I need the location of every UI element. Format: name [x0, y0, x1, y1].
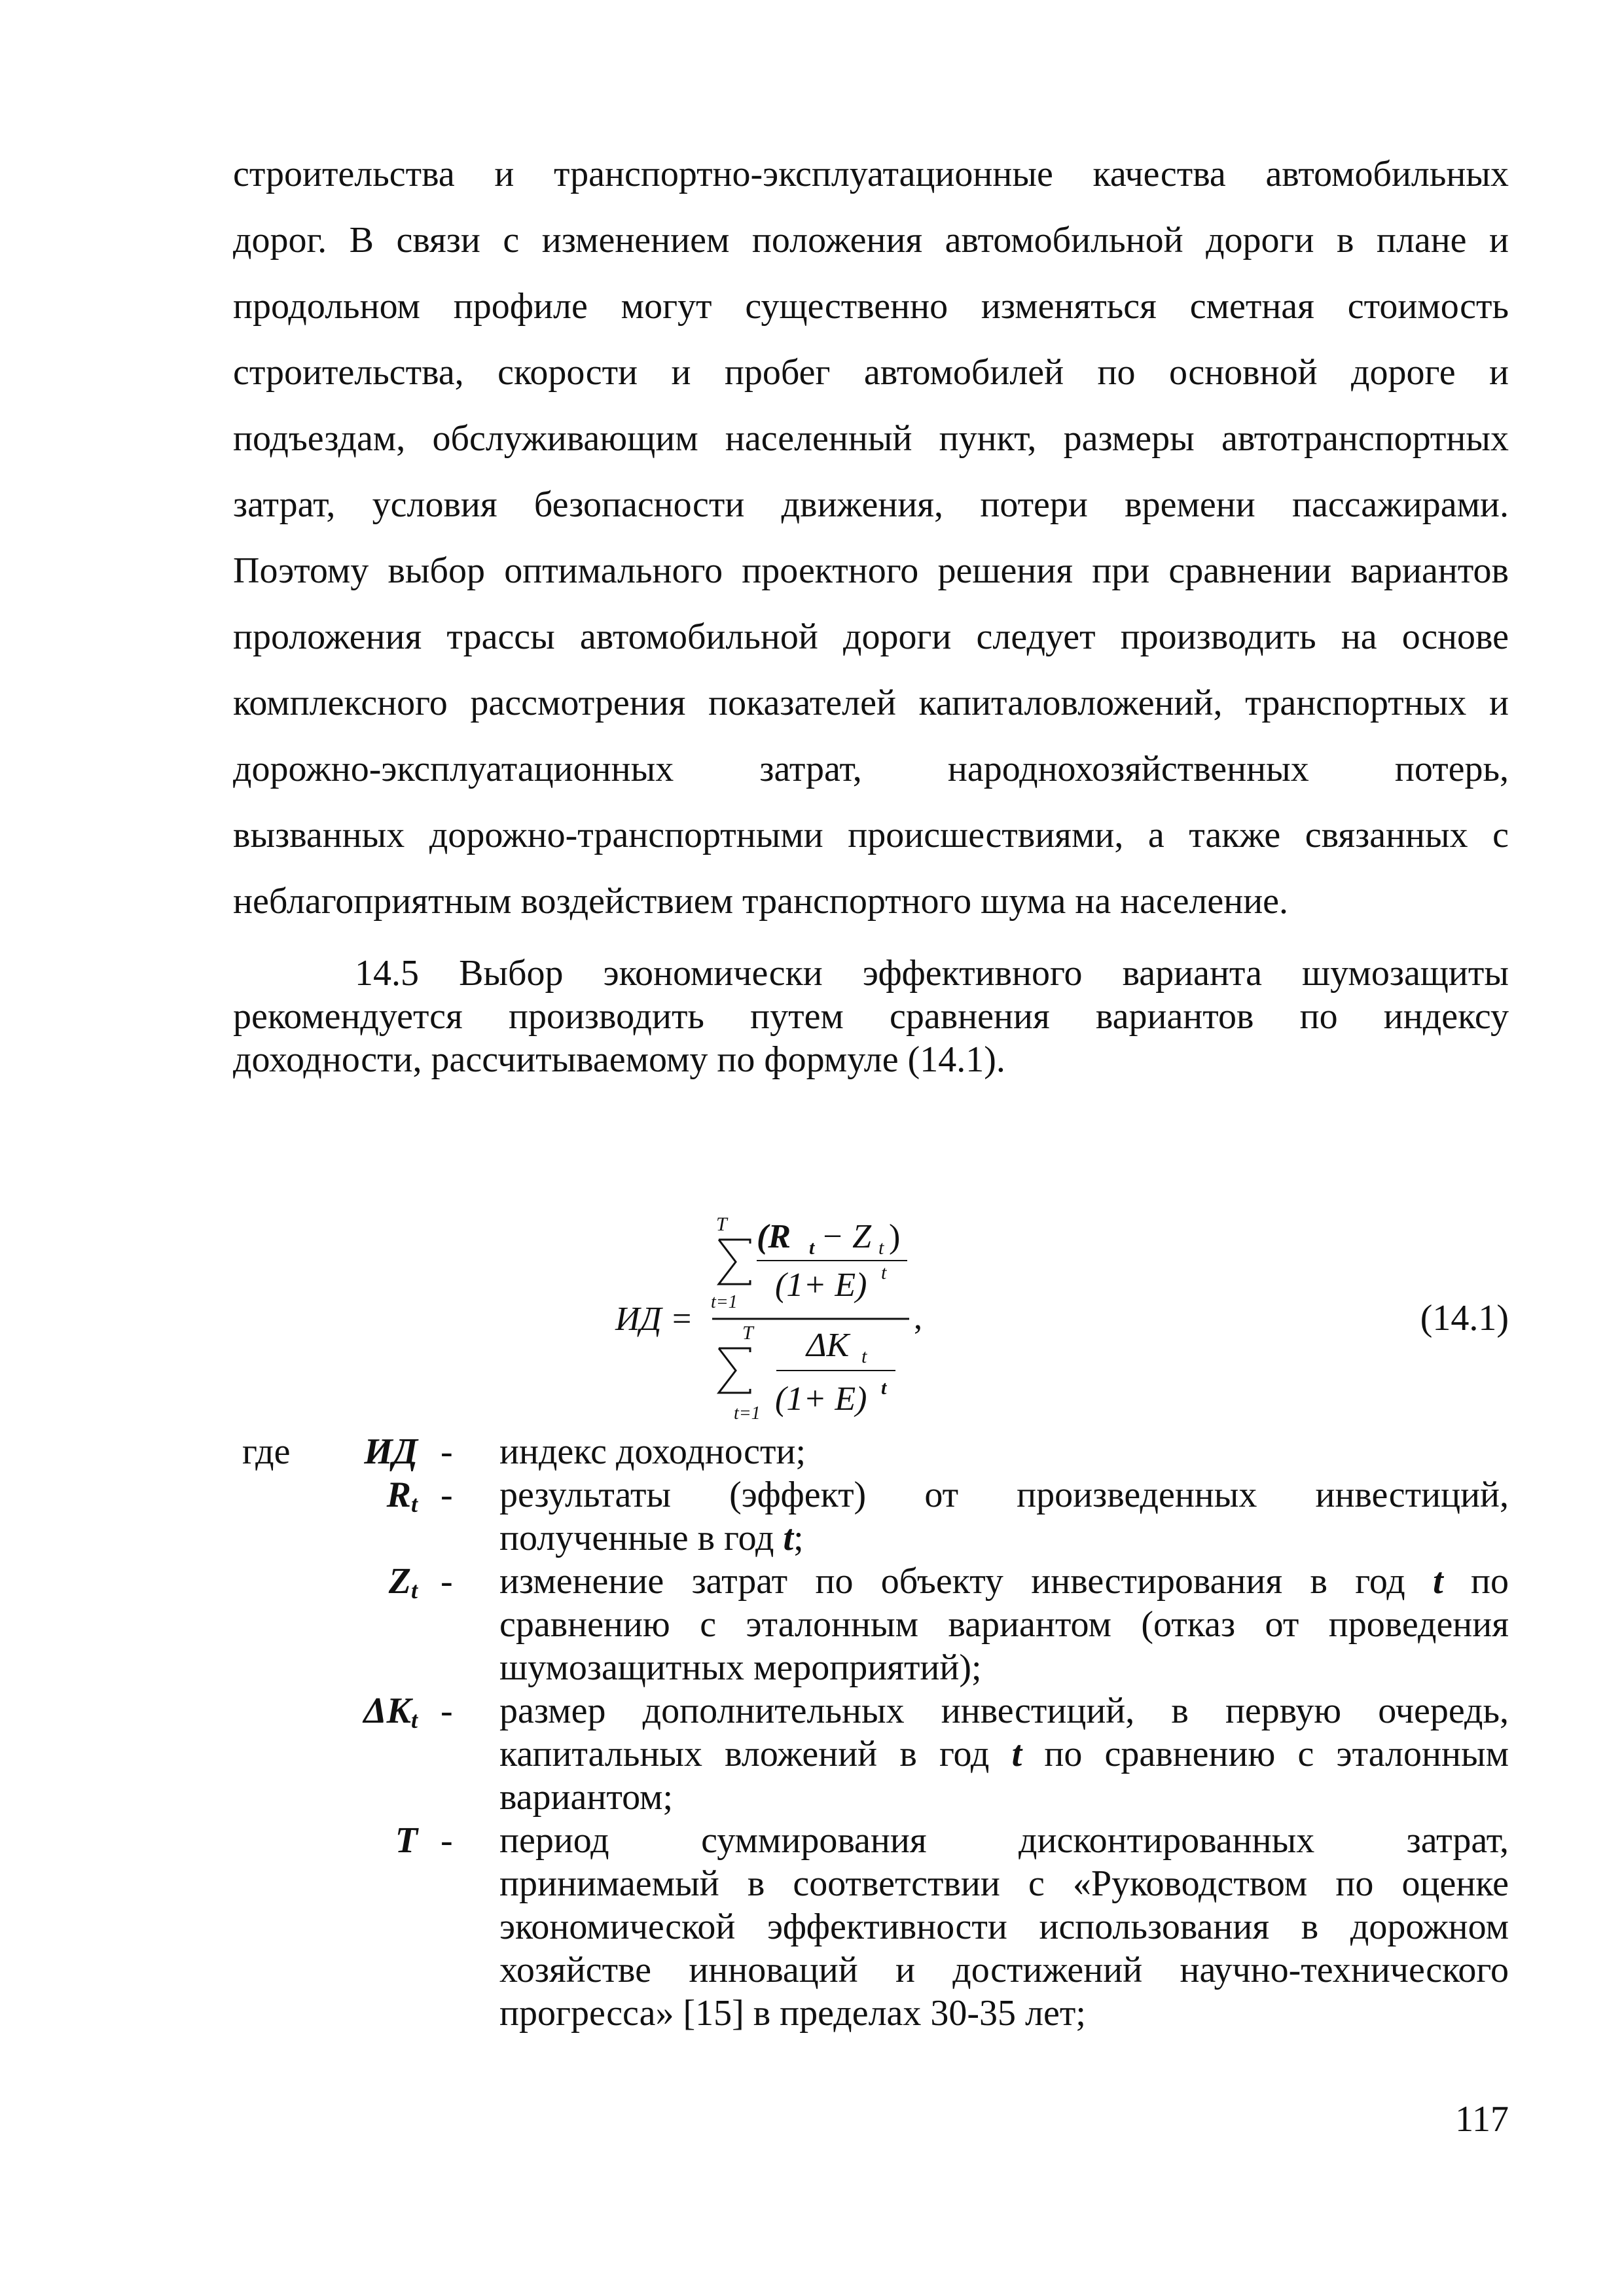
definition-row	[233, 1430, 1509, 1473]
equation-number: (14.1)	[1420, 1298, 1509, 1338]
definition-row	[233, 1819, 1509, 2035]
text-line: 14.5 Выбор экономически эффективного варианта шумозащиты	[355, 953, 1509, 994]
text-line: вызванных дорожно-транспортными происшествиями, а также связанных с	[233, 815, 1509, 855]
text-line: строительства и транспортно-эксплуатационные качества автомобильных	[233, 154, 1509, 194]
text-line: проложения трассы автомобильной дороги следует производить на основе	[233, 617, 1509, 657]
text-line: дорожно-эксплуатационных затрат, народнохозяйственных потерь,	[233, 749, 1509, 789]
definition-text: капитальных вложений в год t по сравнению с эталонным	[499, 1734, 1509, 1774]
text-line: затрат, условия безопасности движения, потери времени пассажирами.	[233, 484, 1509, 525]
definition-dash: -	[441, 1820, 453, 1861]
denominator-k-sub: t	[861, 1346, 867, 1367]
definition-text: сравнению с эталонным вариантом (отказ от проведения	[499, 1604, 1509, 1645]
text-line: неблагоприятным воздействием транспортного шума на население.	[233, 881, 1289, 922]
definition-dash: -	[441, 1475, 453, 1515]
definition-text: изменение затрат по объекту инвестирования в год t по	[499, 1561, 1509, 1602]
definition-symbol: $\Delta K_t$	[363, 1691, 418, 1733]
text-line: Поэтому выбор оптимального проектного решения при сравнении вариантов	[233, 550, 1509, 591]
definition-text: размер дополнительных инвестиций, в первую очередь,	[499, 1691, 1509, 1731]
definition-dash: -	[441, 1691, 453, 1731]
sum-symbol	[719, 1348, 750, 1393]
definition-symbol: $Z_t$	[388, 1561, 418, 1604]
sum-symbol	[719, 1240, 750, 1284]
numerator-r: (R	[757, 1218, 791, 1255]
text-line: дорог. В связи с изменением положения автомобильной дороги в плане и	[233, 220, 1509, 260]
denominator-denominator: (1+ E)	[775, 1380, 867, 1418]
where-word: где	[242, 1431, 291, 1472]
paragraph-2	[233, 952, 1509, 1081]
numerator-denominator: (1+ E)	[775, 1266, 867, 1304]
definition-text: полученные в год t;	[499, 1518, 804, 1558]
numerator-r-sub: t	[809, 1237, 815, 1259]
text-line: рекомендуется производить путем сравнения вариантов по индексу	[233, 996, 1509, 1037]
body-text	[233, 141, 1509, 1081]
definition-dash: -	[441, 1561, 453, 1602]
definition-text: прогресса» [15] в пределах 30-35 лет;	[499, 1993, 1086, 2034]
definition-row	[233, 1473, 1509, 1560]
text-line: строительства, скорости и пробег автомобилей по основной дороге и	[233, 352, 1509, 393]
definition-text: индекс доходности;	[499, 1431, 806, 1472]
numerator-z: − Z	[821, 1218, 872, 1255]
text-line: продольном профиле могут существенно изменяться сметная стоимость	[233, 286, 1509, 327]
formula-comma: ,	[914, 1299, 922, 1336]
paragraph-1	[233, 141, 1509, 935]
text-line: комплексного рассмотрения показателей капиталовложений, транспортных и	[233, 683, 1509, 723]
numerator-exponent: t	[881, 1262, 887, 1283]
definition-symbol: ИД	[364, 1431, 418, 1472]
definition-text: шумозащитных мероприятий);	[499, 1647, 982, 1688]
denominator-delta-k: ΔK	[806, 1327, 850, 1364]
text-line: доходности, рассчитываемому по формуле (14.1).	[233, 1039, 1005, 1080]
definition-text: экономической эффективности использования в дорожном	[499, 1907, 1509, 1947]
sum-lower-limit: t=1	[734, 1403, 761, 1424]
definitions-list	[233, 1430, 1509, 2035]
numerator-z-sub: t	[878, 1237, 884, 1259]
definition-text: результаты (эффект) от произведенных инвестиций,	[499, 1475, 1509, 1515]
numerator-close-paren: )	[889, 1218, 901, 1255]
sum-upper-limit: T	[716, 1213, 727, 1235]
definition-row	[233, 1689, 1509, 1819]
page-number: 117	[1455, 2099, 1509, 2140]
formula-14-1	[233, 1211, 1509, 1427]
sum-lower-limit: t=1	[711, 1292, 738, 1312]
definition-text: хозяйстве инноваций и достижений научно-технического	[499, 1950, 1509, 1990]
definition-dash: -	[441, 1431, 453, 1472]
definition-text: период суммирования дисконтированных затрат,	[499, 1820, 1509, 1861]
definition-symbol: $R_t$	[386, 1475, 418, 1517]
definition-symbol: T	[395, 1820, 418, 1861]
text-line: подъездам, обслуживающим населенный пункт, размеры автотранспортных	[233, 418, 1509, 459]
formula-lhs: ИД =	[615, 1300, 693, 1338]
definition-text: принимаемый в соответствии с «Руководством по оценке	[499, 1863, 1509, 1904]
denominator-exponent: t	[881, 1377, 887, 1399]
sum-upper-limit: T	[742, 1322, 753, 1344]
definition-row	[233, 1560, 1509, 1689]
definition-text: вариантом;	[499, 1777, 674, 1818]
